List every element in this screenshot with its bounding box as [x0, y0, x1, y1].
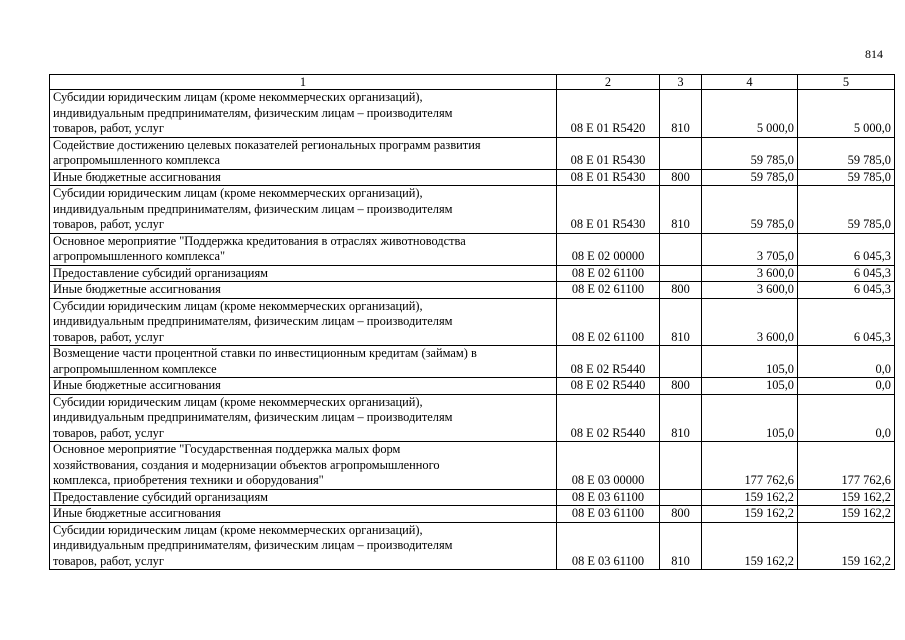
row-target-code: 08 Е 01 R5430	[557, 169, 660, 186]
column-header-5: 5	[798, 75, 895, 90]
row-amount-col4: 3 600,0	[702, 298, 798, 346]
row-expense-type: 810	[660, 394, 702, 442]
row-target-code: 08 Е 03 61100	[557, 506, 660, 523]
row-amount-col5: 159 162,2	[798, 522, 895, 570]
column-header-3: 3	[660, 75, 702, 90]
table-row	[50, 186, 895, 234]
row-target-code: 08 Е 02 R5440	[557, 378, 660, 395]
row-amount-col5: 6 045,3	[798, 282, 895, 299]
column-header-4: 4	[702, 75, 798, 90]
row-expense-type	[660, 137, 702, 169]
row-description: Возмещение части процентной ставки по инвестиционным кредитам (займам) в агропромышленном комплексе	[50, 346, 557, 378]
row-expense-type	[660, 233, 702, 265]
row-expense-type	[660, 442, 702, 490]
row-expense-type: 810	[660, 298, 702, 346]
row-description: Предоставление субсидий организациям	[50, 265, 557, 282]
row-target-code: 08 Е 02 61100	[557, 298, 660, 346]
table-row	[50, 137, 895, 169]
table-row	[50, 522, 895, 570]
row-target-code: 08 Е 01 R5430	[557, 137, 660, 169]
row-amount-col4: 159 162,2	[702, 506, 798, 523]
table-header-row	[50, 75, 895, 90]
row-target-code: 08 Е 01 R5430	[557, 186, 660, 234]
row-amount-col5: 6 045,3	[798, 298, 895, 346]
row-amount-col5: 59 785,0	[798, 186, 895, 234]
page-number: 814	[865, 47, 883, 61]
row-target-code: 08 Е 02 R5440	[557, 346, 660, 378]
table-row	[50, 90, 895, 138]
row-target-code: 08 Е 02 00000	[557, 233, 660, 265]
row-amount-col5: 6 045,3	[798, 265, 895, 282]
row-amount-col4: 59 785,0	[702, 186, 798, 234]
row-expense-type	[660, 265, 702, 282]
column-header-1: 1	[50, 75, 557, 90]
row-description: Субсидии юридическим лицам (кроме некоммерческих организаций), индивидуальным предпринимателям, физическим лицам – производителям товаров, работ, услуг	[50, 298, 557, 346]
row-target-code: 08 Е 03 61100	[557, 522, 660, 570]
row-amount-col4: 105,0	[702, 394, 798, 442]
row-description: Субсидии юридическим лицам (кроме некоммерческих организаций), индивидуальным предпринимателям, физическим лицам – производителям товаров, работ, услуг	[50, 186, 557, 234]
row-amount-col4: 159 162,2	[702, 489, 798, 506]
row-target-code: 08 Е 01 R5420	[557, 90, 660, 138]
table-row	[50, 233, 895, 265]
row-amount-col5: 159 162,2	[798, 489, 895, 506]
row-amount-col5: 6 045,3	[798, 233, 895, 265]
row-description: Основное мероприятие "Поддержка кредитования в отраслях животноводства агропромышленного комплекса"	[50, 233, 557, 265]
row-expense-type: 800	[660, 169, 702, 186]
row-description: Иные бюджетные ассигнования	[50, 506, 557, 523]
row-amount-col4: 3 705,0	[702, 233, 798, 265]
row-expense-type	[660, 489, 702, 506]
row-expense-type: 800	[660, 378, 702, 395]
row-amount-col5: 159 162,2	[798, 506, 895, 523]
row-amount-col4: 159 162,2	[702, 522, 798, 570]
row-amount-col5: 0,0	[798, 394, 895, 442]
table-row	[50, 489, 895, 506]
row-amount-col5: 59 785,0	[798, 169, 895, 186]
row-target-code: 08 Е 03 61100	[557, 489, 660, 506]
row-amount-col5: 59 785,0	[798, 137, 895, 169]
row-description: Иные бюджетные ассигнования	[50, 282, 557, 299]
row-description: Субсидии юридическим лицам (кроме некоммерческих организаций), индивидуальным предпринимателям, физическим лицам – производителям товаров, работ, услуг	[50, 90, 557, 138]
row-target-code: 08 Е 02 61100	[557, 265, 660, 282]
row-amount-col4: 59 785,0	[702, 169, 798, 186]
table-body	[50, 90, 895, 570]
row-expense-type: 800	[660, 282, 702, 299]
row-amount-col5: 5 000,0	[798, 90, 895, 138]
row-expense-type: 810	[660, 90, 702, 138]
row-amount-col4: 3 600,0	[702, 282, 798, 299]
row-amount-col4: 177 762,6	[702, 442, 798, 490]
row-description: Предоставление субсидий организациям	[50, 489, 557, 506]
row-amount-col5: 177 762,6	[798, 442, 895, 490]
row-description: Субсидии юридическим лицам (кроме некоммерческих организаций), индивидуальным предпринимателям, физическим лицам – производителям товаров, работ, услуг	[50, 522, 557, 570]
row-amount-col5: 0,0	[798, 378, 895, 395]
table-row	[50, 378, 895, 395]
row-expense-type: 810	[660, 522, 702, 570]
budget-table	[49, 74, 895, 570]
table-row	[50, 506, 895, 523]
row-description: Иные бюджетные ассигнования	[50, 169, 557, 186]
column-header-2: 2	[557, 75, 660, 90]
table-row	[50, 442, 895, 490]
row-target-code: 08 Е 03 00000	[557, 442, 660, 490]
row-amount-col4: 5 000,0	[702, 90, 798, 138]
row-expense-type	[660, 346, 702, 378]
row-amount-col4: 105,0	[702, 378, 798, 395]
row-expense-type: 800	[660, 506, 702, 523]
row-amount-col4: 59 785,0	[702, 137, 798, 169]
table-row	[50, 282, 895, 299]
table-row	[50, 298, 895, 346]
table-row	[50, 394, 895, 442]
table-row	[50, 265, 895, 282]
row-target-code: 08 Е 02 R5440	[557, 394, 660, 442]
row-amount-col5: 0,0	[798, 346, 895, 378]
row-description: Субсидии юридическим лицам (кроме некоммерческих организаций), индивидуальным предпринимателям, физическим лицам – производителям товаров, работ, услуг	[50, 394, 557, 442]
row-description: Иные бюджетные ассигнования	[50, 378, 557, 395]
row-target-code: 08 Е 02 61100	[557, 282, 660, 299]
table-row	[50, 346, 895, 378]
row-description: Основное мероприятие "Государственная поддержка малых форм хозяйствования, создания и модернизации объектов агропромышленного комплекса, приобретения техники и оборудования"	[50, 442, 557, 490]
row-amount-col4: 3 600,0	[702, 265, 798, 282]
row-expense-type: 810	[660, 186, 702, 234]
table-row	[50, 169, 895, 186]
row-amount-col4: 105,0	[702, 346, 798, 378]
row-description: Содействие достижению целевых показателей региональных программ развития агропромышленного комплекса	[50, 137, 557, 169]
